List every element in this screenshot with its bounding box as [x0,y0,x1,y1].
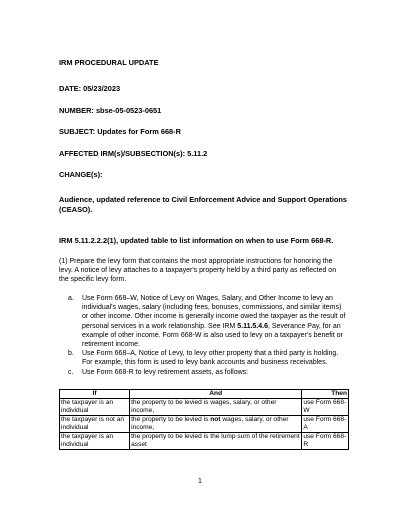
table-row [60,433,349,450]
column-header-if: If [60,390,130,399]
cell-and-text: wages, salary, or other income, [131,416,289,431]
cell-if: the taxpayer is not an individual [60,416,130,433]
number-line: NUMBER: sbse-05-0523-0651 [59,106,162,115]
list-item-text: Use Form 668–W, Notice of Levy on Wages, Salary, and Other Income to levy an individual's wages, salary (including fees, bonuses, commissions, and similar items) or other income. Other income is generally income owed the taxpayer as the result of personal services in a work relationship. See IRM [82,295,346,330]
levy-decision-table [59,389,349,450]
list-marker: a. [68,295,74,302]
list-marker: b. [68,350,74,358]
cell-and-emphasis: not [210,416,221,423]
document-title: IRM PROCEDURAL UPDATE [59,58,159,67]
date-line: DATE: 05/23/2023 [59,84,121,93]
list-item-text: Use Form 668–A, Notice of Levy, to levy other property that a third party is holding. For example, this form is used to levy bank accounts and business receivables. [82,350,339,367]
cell-if: the taxpayer is an individual [60,433,130,450]
cell-and-text: the property to be levied is [131,416,211,423]
list-item [68,349,346,367]
table-row [60,416,349,433]
irm-reference-link: 5.11.5.4.6 [237,322,268,330]
page-number: 1 [198,478,202,485]
changes-label: CHANGE(s): [59,170,103,179]
cell-then: use Form 668-R [302,433,349,450]
list-item [68,294,346,349]
list-item [68,368,346,377]
cell-then: use Form 668-A [302,416,349,433]
subject-line: SUBJECT: Updates for Form 668-R [59,127,181,136]
list-item-text: Use Form 668-R to levy retirement assets, as follows: [82,368,249,376]
irm-section-heading: IRM 5.11.2.2.2(1), updated table to list information on when to use Form 668-R. [59,236,334,245]
cell-and-text: the property to be levied is the lump sum of the retirement asset [131,433,300,448]
change-summary: Audience, updated reference to Civil Enforcement Advice and Support Operations (CEASO). [59,195,348,214]
cell-then: use Form 668-W [302,399,349,416]
cell-and [130,399,302,416]
cell-and-text: the property to be levied is wages, salary, or other income, [131,399,277,414]
column-header-and: And [130,390,302,399]
cell-and [130,416,302,433]
list-item-text: , Severance Pay, for an example of other income. Form 668-W is also used to levy on a taxpayer's benefit or retirement income. [82,322,343,349]
table-row [60,399,349,416]
cell-and [130,433,302,450]
levy-form-list [68,294,346,377]
column-header-then: Then [302,390,349,399]
cell-if: the taxpayer is an individual [60,399,130,416]
paragraph-1: (1) Prepare the levy form that contains the most appropriate instructions for honoring the levy. A notice of levy attaches to a taxpayer's property held by a third party as reflected on the specific levy form. [59,258,337,284]
table-header-row [60,390,349,399]
affected-irm-line: AFFECTED IRM(s)/SUBSECTION(s): 5.11.2 [59,149,208,158]
list-marker: c. [68,368,74,376]
